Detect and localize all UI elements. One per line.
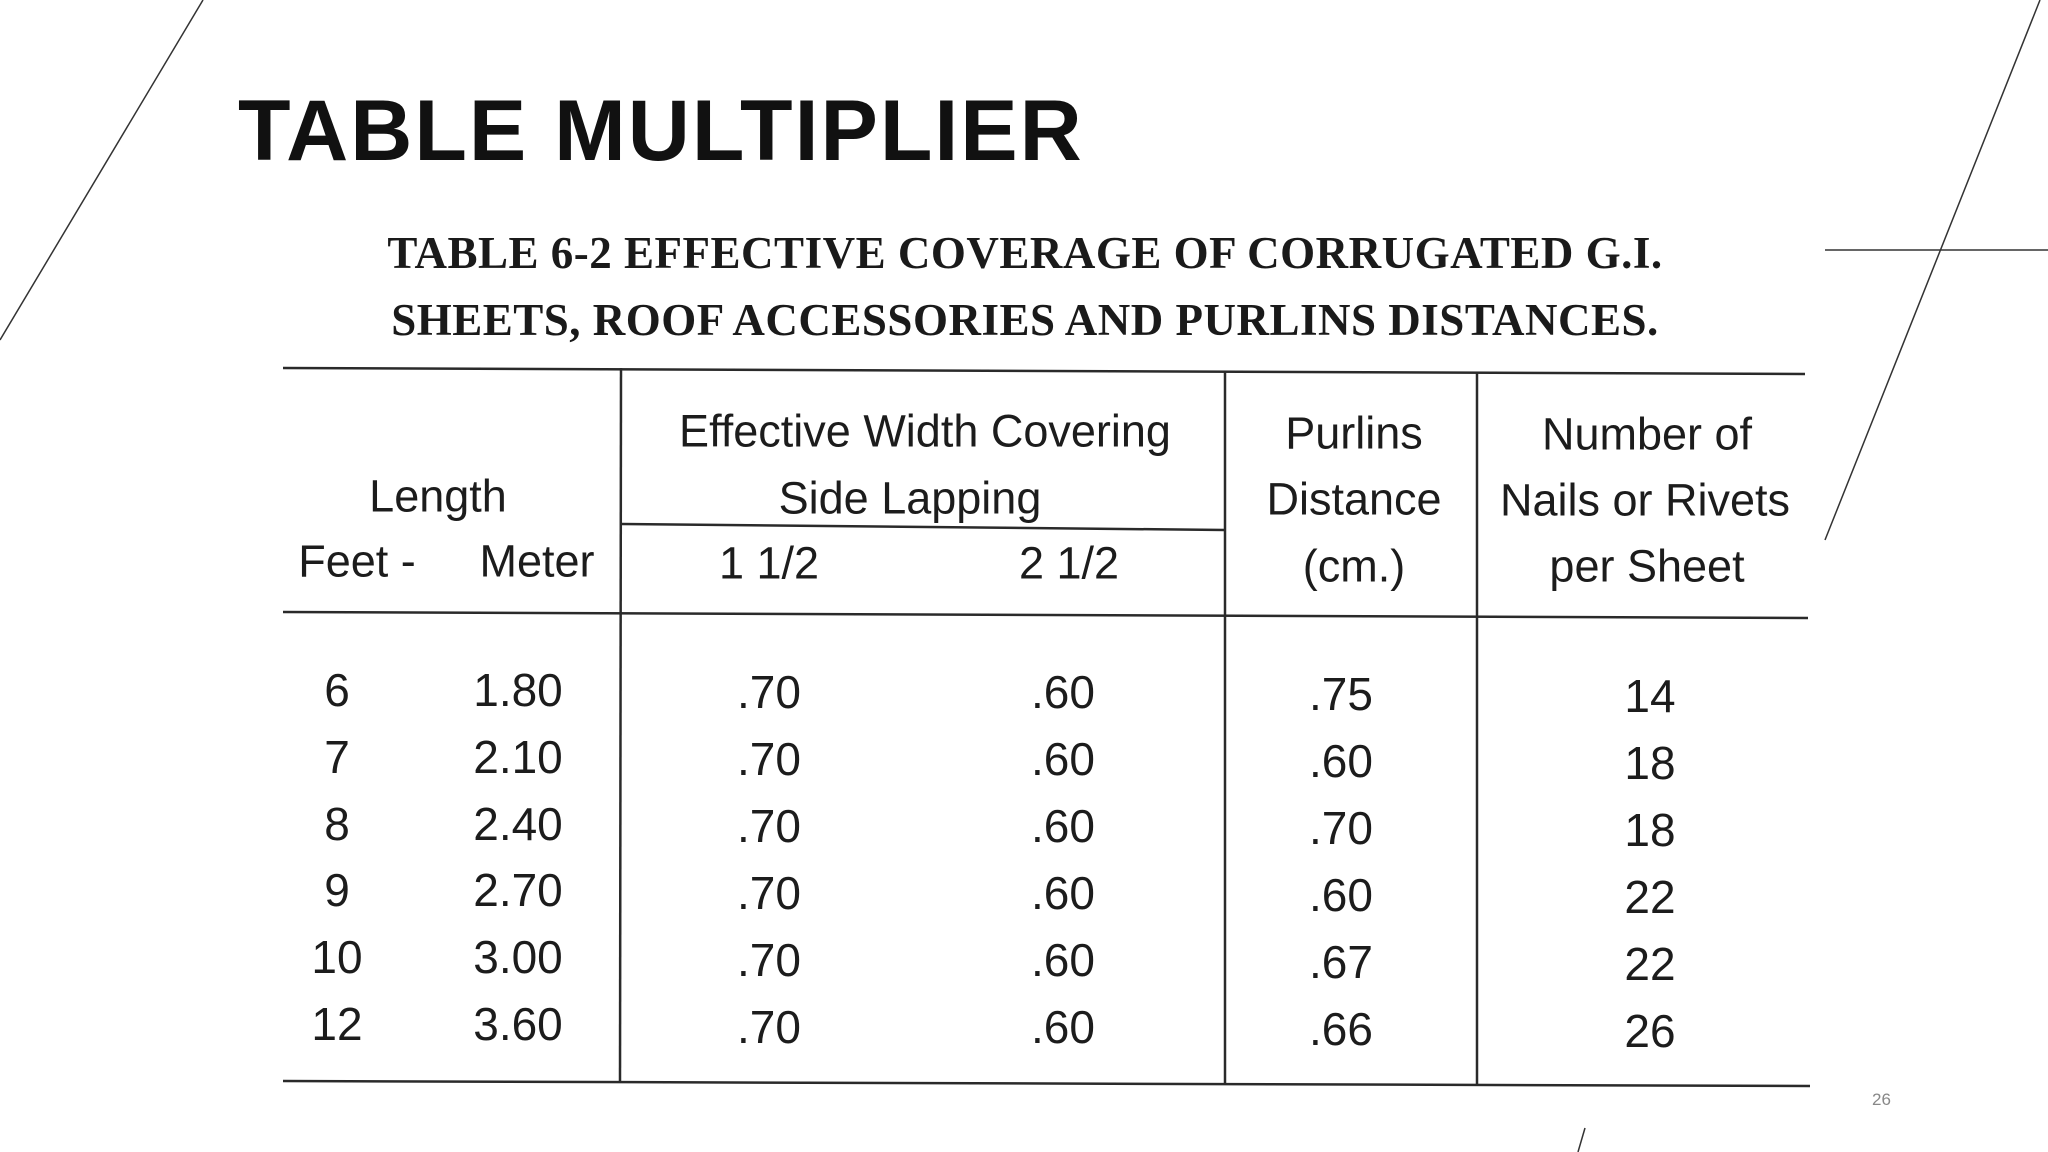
header-effective-line2: Side Lapping xyxy=(778,472,1042,524)
page-number: 26 xyxy=(1872,1090,1891,1109)
slide-title: TABLE MULTIPLIER xyxy=(238,83,1084,179)
cell-purlins: .75 xyxy=(1309,668,1373,720)
cell-feet: 8 xyxy=(324,798,350,850)
cell-lap-2: .60 xyxy=(1031,666,1095,718)
cell-purlins: .60 xyxy=(1309,735,1373,787)
cell-lap-2: .60 xyxy=(1031,733,1095,785)
header-effective-line1: Effective Width Covering xyxy=(679,405,1171,457)
cell-lap-2: .60 xyxy=(1031,867,1095,919)
cell-lap-1: .70 xyxy=(737,934,801,986)
rule-bottom xyxy=(283,1081,1810,1086)
header-purlins-line3: (cm.) xyxy=(1302,540,1406,592)
rule-col1 xyxy=(620,368,621,1081)
cell-meter: 1.80 xyxy=(473,664,563,716)
cell-meter: 2.70 xyxy=(473,864,563,916)
cell-lap-2: .60 xyxy=(1031,934,1095,986)
cell-lap-1: .70 xyxy=(737,867,801,919)
cell-feet: 12 xyxy=(311,998,363,1050)
cell-lap-1: .70 xyxy=(737,1001,801,1053)
header-length: Length xyxy=(369,470,507,522)
cell-lap-2: .60 xyxy=(1031,1001,1095,1053)
header-lap-2: 2 1/2 xyxy=(1018,537,1120,589)
cell-meter: 3.00 xyxy=(473,931,563,983)
header-nails-line2: Nails or Rivets xyxy=(1499,474,1791,526)
cell-purlins: .60 xyxy=(1309,869,1373,921)
cell-meter: 3.60 xyxy=(473,998,563,1050)
cell-feet: 9 xyxy=(324,864,350,916)
header-purlins-line2: Distance xyxy=(1266,473,1442,525)
cell-nails: 14 xyxy=(1624,670,1676,722)
cell-purlins: .67 xyxy=(1309,936,1373,988)
cell-lap-2: .60 xyxy=(1031,800,1095,852)
table-caption-line2: SHEETS, ROOF ACCESSORIES AND PURLINS DISTANCES. xyxy=(391,295,1659,345)
cell-feet: 7 xyxy=(324,731,350,783)
cell-feet: 6 xyxy=(324,664,350,716)
header-lap-1: 1 1/2 xyxy=(718,537,820,589)
cell-feet: 10 xyxy=(311,931,363,983)
header-nails-line1: Number of xyxy=(1541,408,1753,460)
cell-purlins: .66 xyxy=(1309,1003,1373,1055)
header-nails-line3: per Sheet xyxy=(1549,540,1745,592)
cell-nails: 18 xyxy=(1624,737,1676,789)
rule-subheader xyxy=(622,524,1225,530)
rule-header-bottom xyxy=(283,612,1808,618)
cell-purlins: .70 xyxy=(1309,802,1373,854)
cell-lap-1: .70 xyxy=(737,666,801,718)
table-caption-line1: TABLE 6-2 EFFECTIVE COVERAGE OF CORRUGATED G.I. xyxy=(387,228,1663,278)
cell-meter: 2.10 xyxy=(473,731,563,783)
cell-nails: 26 xyxy=(1624,1005,1676,1057)
rule-top xyxy=(283,368,1805,374)
cell-meter: 2.40 xyxy=(473,798,563,850)
header-purlins-line1: Purlins xyxy=(1285,407,1423,459)
cell-lap-1: .70 xyxy=(737,800,801,852)
header-feet: Feet - xyxy=(298,535,416,587)
cell-nails: 22 xyxy=(1624,871,1676,923)
cell-nails: 22 xyxy=(1624,938,1676,990)
header-meter: Meter xyxy=(479,535,595,587)
cell-nails: 18 xyxy=(1624,804,1676,856)
cell-lap-1: .70 xyxy=(737,733,801,785)
